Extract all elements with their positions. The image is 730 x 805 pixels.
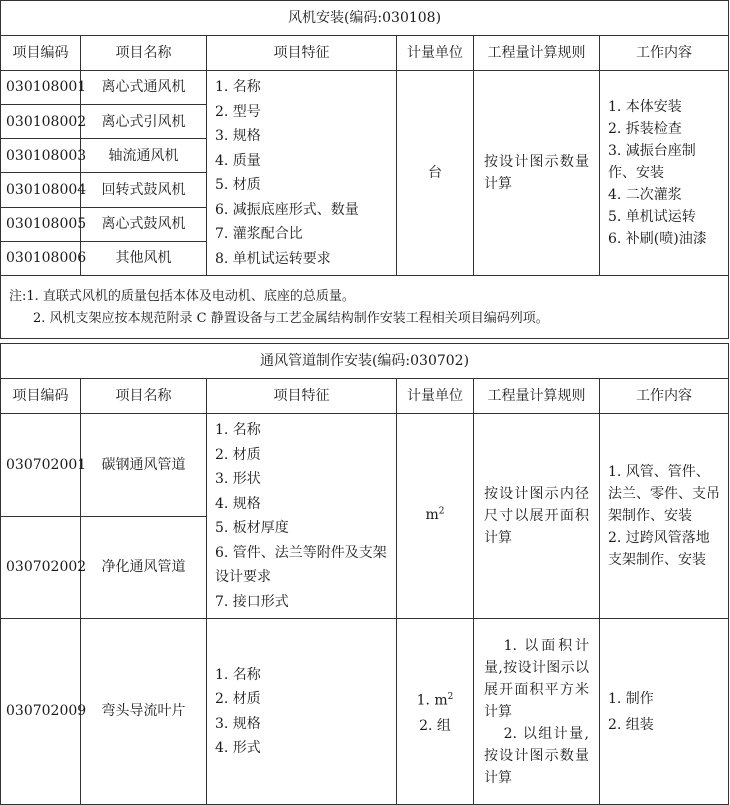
feature-item: 5. 材质: [215, 177, 261, 193]
fan-notes: [1, 276, 729, 339]
feature-item: 4. 质量: [215, 152, 261, 169]
feature-item: 5. 板材厚度: [215, 520, 289, 536]
duct-unit: [397, 414, 474, 619]
work-item: 3. 减振台座制作、安装: [608, 143, 696, 181]
vane-rule: [474, 619, 600, 805]
item-name: 回转式鼓风机: [81, 173, 207, 207]
fan-unit: 台: [397, 71, 474, 276]
header-code: 项目编码: [1, 379, 81, 414]
fan-work: [600, 71, 729, 276]
item-code: 030108003: [1, 139, 81, 173]
feature-item: 1. 名称: [215, 79, 261, 95]
table-row: [1, 71, 729, 105]
item-name: 离心式引风机: [81, 105, 207, 139]
feature-item: 8. 单机试运转要求: [215, 250, 331, 267]
item-name: 离心式鼓风机: [81, 207, 207, 241]
header-rule: 工程量计算规则: [474, 36, 600, 71]
vane-work: [600, 619, 729, 805]
feature-item: 1. 名称: [215, 666, 261, 683]
feature-item: 6. 减振底座形式、数量: [215, 201, 359, 218]
rule-item: 1. 以面积计量,按设计图示以展开面积平方米计算: [484, 637, 589, 720]
item-code: 030702002: [1, 516, 81, 619]
feature-item: 3. 规格: [215, 128, 261, 144]
feature-item: 2. 材质: [215, 691, 261, 707]
item-code: 030702009: [1, 619, 81, 805]
fan-table-title: 风机安装(编码:030108): [1, 1, 729, 36]
unit-superscript: 2: [438, 506, 445, 517]
fan-rule: 按设计图示数量计算: [474, 71, 600, 276]
duct-work: [600, 414, 729, 619]
feature-item: 7. 灌浆配合比: [215, 226, 303, 242]
duct-table-title: 通风管道制作安装(编码:030702): [1, 344, 729, 379]
duct-rule: 按设计图示内径尺寸以展开面积计算: [474, 414, 600, 619]
work-item: 4. 二次灌浆: [608, 187, 682, 203]
table-row: [1, 414, 729, 517]
header-rule: 工程量计算规则: [474, 379, 600, 414]
item-name: 离心式通风机: [81, 71, 207, 105]
header-code: 项目编码: [1, 36, 81, 71]
work-item: 2. 拆装检查: [608, 121, 682, 137]
unit-text: 2. 组: [419, 718, 451, 735]
item-code: 030108005: [1, 207, 81, 241]
unit-superscript: 2: [447, 691, 454, 702]
feature-item: 4. 规格: [215, 495, 261, 512]
duct-features: [207, 414, 397, 619]
header-unit: 计量单位: [397, 379, 474, 414]
header-name: 项目名称: [81, 36, 207, 71]
item-code: 030108002: [1, 105, 81, 139]
item-code: 030108006: [1, 241, 81, 275]
header-features: 项目特征: [207, 379, 397, 414]
item-code: 030108001: [1, 71, 81, 105]
work-item: 2. 组装: [608, 716, 654, 733]
fan-features: [207, 71, 397, 276]
work-item: 5. 单机试运转: [608, 209, 696, 225]
feature-item: 1. 名称: [215, 422, 261, 438]
item-name: 净化通风管道: [81, 516, 207, 619]
header-name: 项目名称: [81, 379, 207, 414]
unit-text: 1. m: [416, 692, 448, 709]
note-line: 注:1. 直联式风机的质量包括本体及电动机、底座的总质量。: [9, 289, 355, 304]
vane-unit: [397, 619, 474, 805]
feature-item: 4. 形式: [215, 740, 261, 756]
item-name: 其他风机: [81, 241, 207, 275]
item-code: 030108004: [1, 173, 81, 207]
table-row: [1, 619, 729, 805]
feature-item: 3. 形状: [215, 471, 261, 487]
item-name: 碳钢通风管道: [81, 414, 207, 517]
item-code: 030702001: [1, 414, 81, 517]
work-item: 1. 本体安装: [608, 99, 682, 115]
feature-item: 7. 接口形式: [215, 593, 289, 610]
feature-item: 6. 管件、法兰等附件及支架设计要求: [215, 544, 387, 585]
work-item: 1. 制作: [608, 690, 654, 707]
feature-item: 2. 型号: [215, 103, 261, 120]
unit-text: m: [425, 507, 439, 523]
feature-item: 3. 规格: [215, 715, 261, 732]
duct-header-row: [1, 379, 729, 414]
item-name: 轴流通风机: [81, 139, 207, 173]
work-item: 6. 补刷(喷)油漆: [608, 231, 707, 247]
rule-item: 2. 以组计量,按设计图示数量计算: [484, 725, 589, 786]
header-work: 工作内容: [600, 379, 729, 414]
header-features: 项目特征: [207, 36, 397, 71]
item-name: 弯头导流叶片: [81, 619, 207, 805]
fan-header-row: [1, 36, 729, 71]
header-work: 工作内容: [600, 36, 729, 71]
header-unit: 计量单位: [397, 36, 474, 71]
vane-features: [207, 619, 397, 805]
note-line: 2. 风机支架应按本规范附录 C 静置设备与工艺金属结构制作安装工程相关项目编码列项。: [33, 311, 549, 326]
work-item: 2. 过跨风管落地支架制作、安装: [608, 530, 710, 568]
feature-item: 2. 材质: [215, 446, 261, 463]
work-item: 1. 风管、管件、法兰、零件、支吊架制作、安装: [608, 464, 720, 524]
